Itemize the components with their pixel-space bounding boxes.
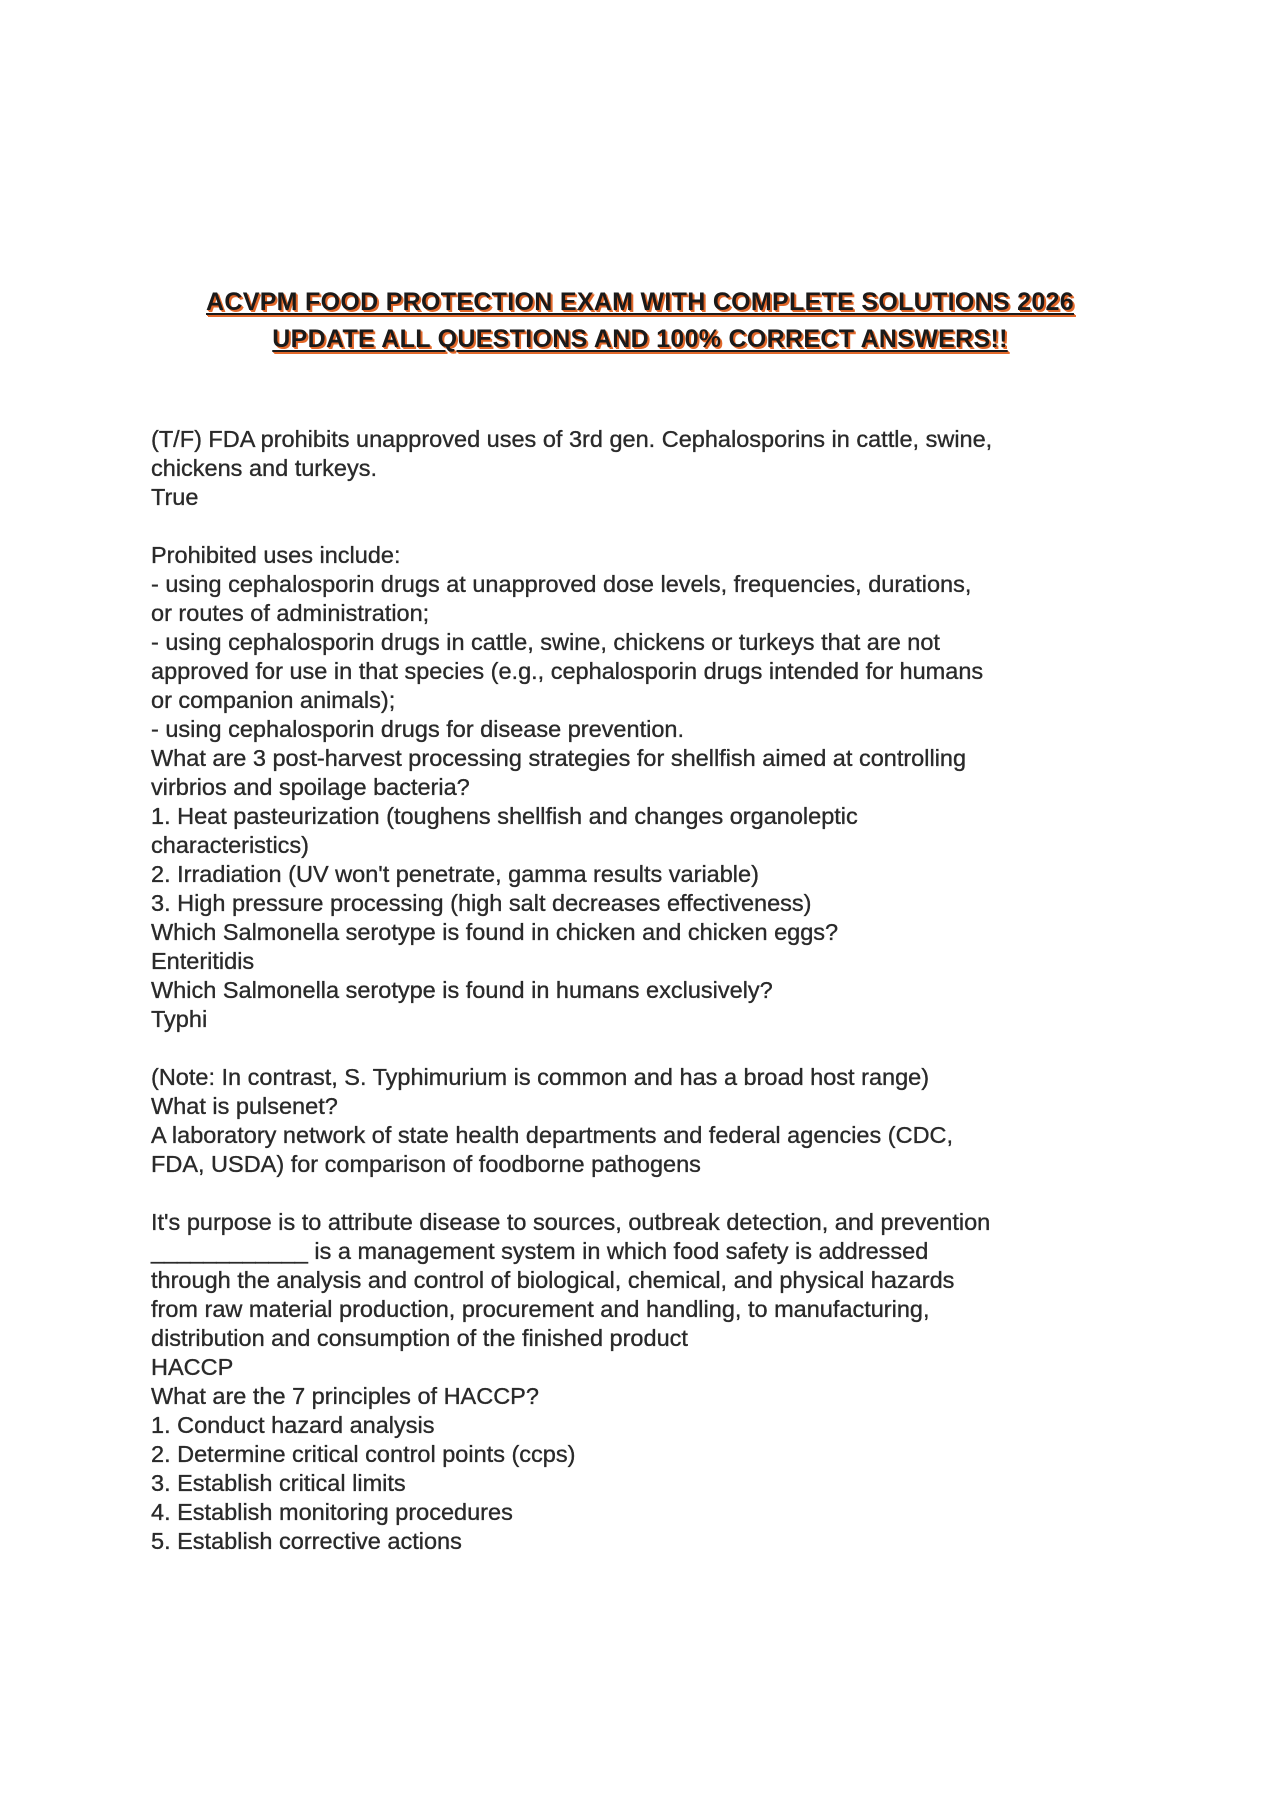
blank-line — [151, 1179, 1141, 1208]
answer-text: - using cephalosporin drugs at unapproved dose levels, frequencies, durations, — [151, 571, 972, 597]
question-text: Which Salmonella serotype is found in chicken and chicken eggs? — [151, 919, 839, 945]
answer-text: 2. Determine critical control points (ccps) — [151, 1441, 576, 1467]
answer-text: HACCP — [151, 1354, 234, 1380]
title-line-2 — [0, 321, 1280, 358]
answer-text: (Note: In contrast, S. Typhimurium is common and has a broad host range) — [151, 1064, 930, 1090]
answer-text: Typhi — [151, 1006, 208, 1032]
document-title — [0, 284, 1280, 358]
question-text: Which Salmonella serotype is found in humans exclusively? — [151, 977, 773, 1003]
question-text: What are the 7 principles of HACCP? — [151, 1383, 539, 1409]
answer-text: - using cephalosporin drugs for disease prevention. — [151, 716, 684, 742]
answer-text: 3. Establish critical limits — [151, 1470, 406, 1496]
question-text: What are 3 post-harvest processing strategies for shellfish aimed at controlling — [151, 745, 967, 771]
document-body — [151, 425, 1141, 1556]
answer-text: FDA, USDA) for comparison of foodborne pathogens — [151, 1151, 701, 1177]
answer-text: characteristics) — [151, 832, 310, 858]
question-text: from raw material production, procurement and handling, to manufacturing, — [151, 1296, 930, 1322]
answer-text: 1. Conduct hazard analysis — [151, 1412, 435, 1438]
answer-text: It's purpose is to attribute disease to sources, outbreak detection, and prevention — [151, 1209, 991, 1235]
question-text: virbrios and spoilage bacteria? — [151, 774, 470, 800]
title-line-1 — [0, 284, 1280, 321]
question-text: ____________ is a management system in which food safety is addressed — [151, 1238, 929, 1264]
question-text: (T/F) FDA prohibits unapproved uses of 3rd gen. Cephalosporins in cattle, swine, — [151, 426, 993, 452]
blank-line — [151, 1034, 1141, 1063]
blank-line — [151, 512, 1141, 541]
answer-text: or routes of administration; — [151, 600, 430, 626]
question-text: distribution and consumption of the finished product — [151, 1325, 688, 1351]
answer-text: 3. High pressure processing (high salt decreases effectiveness) — [151, 890, 812, 916]
answer-text: A laboratory network of state health departments and federal agencies (CDC, — [151, 1122, 954, 1148]
answer-text: 2. Irradiation (UV won't penetrate, gamma results variable) — [151, 861, 759, 887]
answer-text: 1. Heat pasteurization (toughens shellfish and changes organoleptic — [151, 803, 858, 829]
answer-text: Prohibited uses include: — [151, 542, 401, 568]
question-text: through the analysis and control of biological, chemical, and physical hazards — [151, 1267, 955, 1293]
answer-text: approved for use in that species (e.g., cephalosporin drugs intended for humans — [151, 658, 984, 684]
question-text: chickens and turkeys. — [151, 455, 377, 481]
answer-text: 5. Establish corrective actions — [151, 1528, 462, 1554]
title-line-1-text: ACVPM FOOD PROTECTION EXAM WITH COMPLETE SOLUTIONS 2026 — [206, 288, 1074, 316]
answer-text: Enteritidis — [151, 948, 255, 974]
answer-text: 4. Establish monitoring procedures — [151, 1499, 513, 1525]
question-text: What is pulsenet? — [151, 1093, 338, 1119]
title-line-2-text: UPDATE ALL QUESTIONS AND 100% CORRECT ANSWERS!! — [272, 325, 1008, 353]
answer-text: True — [151, 484, 199, 510]
answer-text: - using cephalosporin drugs in cattle, swine, chickens or turkeys that are not — [151, 629, 940, 655]
answer-text: or companion animals); — [151, 687, 396, 713]
